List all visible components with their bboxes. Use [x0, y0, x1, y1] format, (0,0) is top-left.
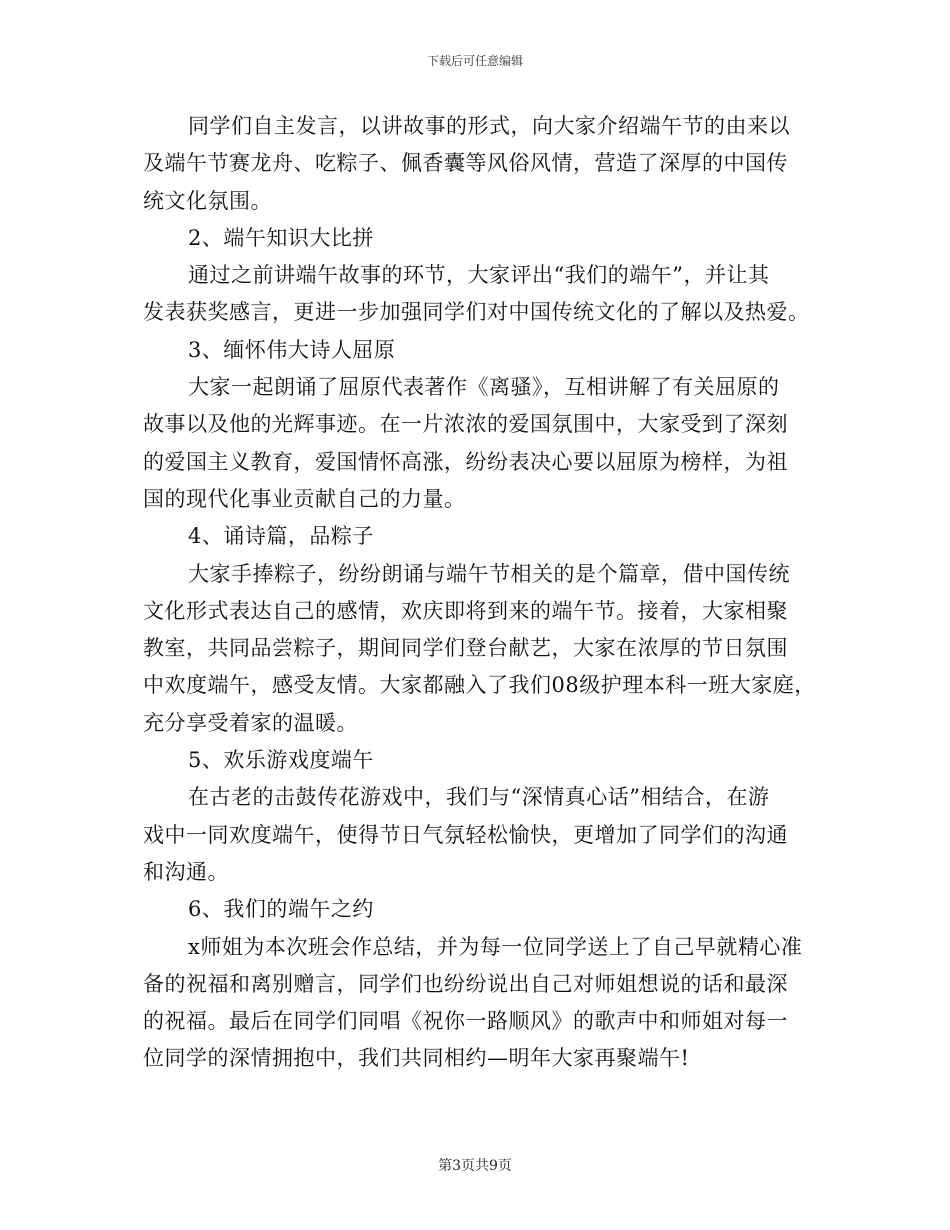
paragraph-line: 故事以及他的光辉事迹。在一片浓浓的爱国氛围中，大家受到了深刻: [143, 412, 788, 437]
section-heading: 6、我们的端午之约: [188, 897, 374, 922]
paragraph-line: 中欢度端午，感受友情。大家都融入了我们08级护理本科一班大家庭，: [143, 673, 816, 698]
paragraph-line: 和沟通。: [143, 859, 229, 884]
paragraph-line: 统文化氛围。: [143, 188, 272, 213]
document-body: [143, 108, 816, 1078]
paragraph-line: x师姐为本次班会作总结，并为每一位同学送上了自己早就精心准: [188, 934, 803, 959]
paragraph-line: 位同学的深情拥抱中，我们共同相约—明年大家再聚端午!: [143, 1046, 690, 1071]
paragraph-line: 及端午节赛龙舟、吃粽子、佩香囊等风俗风情，营造了深厚的中国传: [143, 151, 788, 176]
section-heading: 3、缅怀伟大诗人屈原: [188, 337, 396, 362]
section-heading: 4、诵诗篇，品粽子: [188, 524, 374, 549]
page-header: 下载后可任意编辑: [426, 54, 523, 68]
paragraph-line: 备的祝福和离别赠言，同学们也纷纷说出自己对师姐想说的话和最深: [143, 971, 788, 996]
paragraph-line: 的爱国主义教育，爱国情怀高涨，纷纷表决心要以屈原为榜样，为祖: [143, 449, 788, 474]
paragraph-line: 国的现代化事业贡献自己的力量。: [143, 486, 466, 511]
paragraph-line: 充分享受着家的温暖。: [143, 710, 358, 735]
section-heading: 5、欢乐游戏度端午: [188, 748, 374, 773]
paragraph-line: 大家一起朗诵了屈原代表著作《离骚》，互相讲解了有关屈原的: [188, 375, 780, 400]
paragraph-line: 教室，共同品尝粽子，期间同学们登台献艺，大家在浓厚的节日氛围: [143, 636, 788, 661]
paragraph-line: 在古老的击鼓传花游戏中，我们与“深情真心话”相结合，在游: [188, 785, 770, 810]
paragraph-line: 的祝福。最后在同学们同唱《祝你一路顺风》的歌声中和师姐对每一: [143, 1009, 788, 1034]
paragraph-line: 文化形式表达自己的感情，欢庆即将到来的端午节。接着，大家相聚: [143, 598, 788, 623]
paragraph-line: 通过之前讲端午故事的环节，大家评出“我们的端午”，并让其: [188, 263, 770, 288]
page-number: 第3页共9页: [438, 1158, 512, 1174]
paragraph-line: 戏中一同欢度端午，使得节日气氛轻松愉快，更增加了同学们的沟通: [143, 822, 788, 847]
paragraph-line: 同学们自主发言，以讲故事的形式，向大家介绍端午节的由来以: [188, 114, 790, 138]
paragraph-line: 发表获奖感言，更进一步加强同学们对中国传统文化的了解以及热爱。: [143, 300, 810, 325]
section-heading: 2、端午知识大比拼: [188, 225, 374, 250]
paragraph-line: 大家手捧粽子，纷纷朗诵与端午节相关的是个篇章，借中国传统: [188, 561, 790, 586]
